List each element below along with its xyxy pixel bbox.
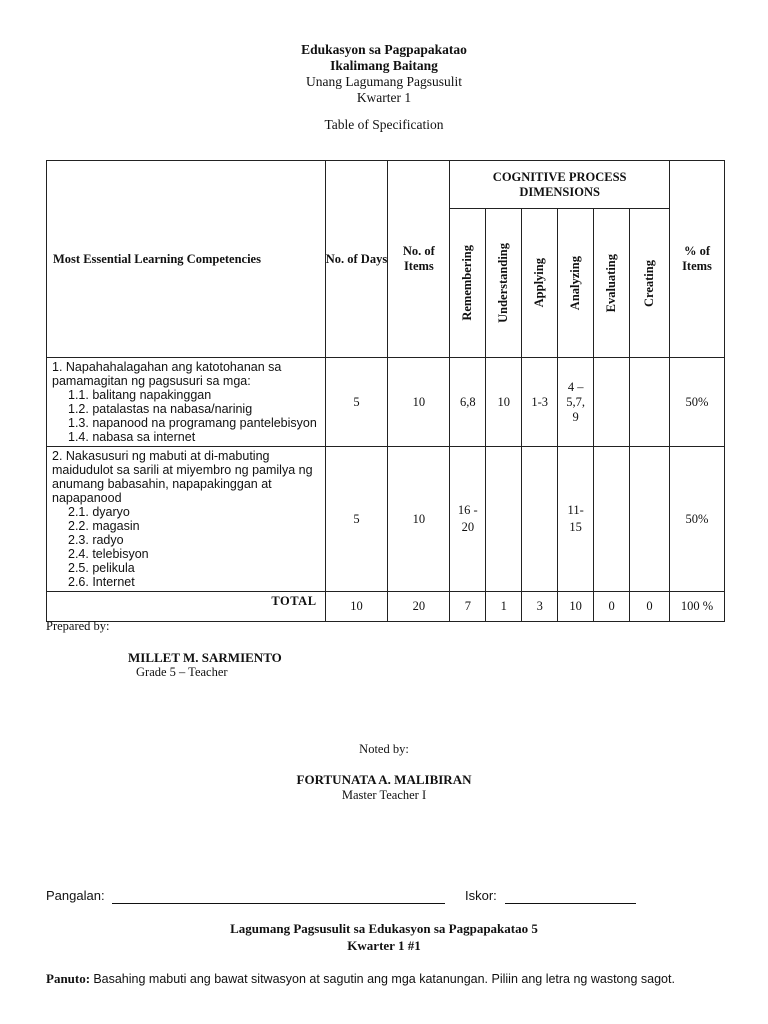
creating-cell <box>630 358 670 447</box>
score-line[interactable] <box>505 903 636 904</box>
analyzing-cell: 4 – 5,7, 9 <box>558 358 594 447</box>
sub-item: 2.6. Internet <box>68 575 135 589</box>
noted-role: Master Teacher I <box>341 788 427 802</box>
total-creating: 0 <box>630 592 670 622</box>
prepared-name: MILLET M. SARMIENTO <box>128 650 282 665</box>
total-understanding: 1 <box>486 592 522 622</box>
quiz-quarter: Kwarter 1 #1 <box>347 938 421 953</box>
dim-applying: Applying <box>532 258 547 308</box>
understanding-cell <box>486 447 522 592</box>
remembering-cell: 6,8 <box>450 358 486 447</box>
dim-remembering: Remembering <box>460 245 475 321</box>
applying-cell: 1-3 <box>522 358 558 447</box>
table-row <box>47 447 725 592</box>
evaluating-cell <box>594 358 630 447</box>
sub-item: 2.1. dyaryo <box>68 505 130 519</box>
days-cell: 5 <box>325 447 388 592</box>
sub-item: 2.5. pelikula <box>68 561 135 575</box>
total-items: 20 <box>388 592 450 622</box>
competency-text: 1. Napahahalagahan ang katotohanan sa pamamagitan ng pagsusuri sa mga: <box>52 360 282 388</box>
competency-cell <box>47 358 326 447</box>
total-remembering: 7 <box>450 592 486 622</box>
percent-header: % of Items <box>670 161 725 358</box>
noted-name: FORTUNATA A. MALIBIRAN <box>296 772 472 787</box>
competency-text: 2. Nakasusuri ng mabuti at di-mabuting maidudulot sa sarili at miyembro ng pamilya ng anumang babasahin, napapakinggan at napapanood <box>52 449 313 505</box>
quarter-title: Kwarter 1 <box>356 90 412 105</box>
sub-item: 1.3. napanood na programang pantelebisyon <box>68 416 317 430</box>
name-line[interactable] <box>112 903 445 904</box>
competency-cell <box>47 447 326 592</box>
table-title: Table of Specification <box>324 117 444 132</box>
creating-cell <box>630 447 670 592</box>
total-row <box>47 592 725 622</box>
understanding-cell: 10 <box>486 358 522 447</box>
table-row <box>47 358 725 447</box>
days-cell: 5 <box>325 358 388 447</box>
applying-cell <box>522 447 558 592</box>
items-cell: 10 <box>388 358 450 447</box>
cognitive-header: COGNITIVE PROCESS DIMENSIONS <box>450 161 670 209</box>
items-header: No. of Items <box>388 161 450 358</box>
specification-table <box>46 160 725 622</box>
dim-creating: Creating <box>642 259 657 307</box>
total-evaluating: 0 <box>594 592 630 622</box>
header-row-1 <box>47 161 725 209</box>
dim-understanding: Understanding <box>496 243 511 323</box>
directions-text: Basahing mabuti ang bawat sitwasyon at sagutin ang mga katanungan. Piliin ang letra ng wastong sagot. <box>93 972 675 986</box>
total-days: 10 <box>325 592 388 622</box>
subject-title: Edukasyon sa Pagpapakatao <box>301 42 467 57</box>
dim-analyzing: Analyzing <box>568 255 583 311</box>
evaluating-cell <box>594 447 630 592</box>
sub-item: 2.3. radyo <box>68 533 124 547</box>
test-title: Unang Lagumang Pagsusulit <box>306 74 462 89</box>
sub-item: 1.4. nabasa sa internet <box>68 430 196 444</box>
sub-item: 2.2. magasin <box>68 519 140 533</box>
remembering-cell: 16 - 20 <box>450 447 486 592</box>
total-label: TOTAL <box>47 592 326 622</box>
sub-item: 2.4. telebisyon <box>68 547 149 561</box>
noted-label: Noted by: <box>359 742 409 756</box>
sub-item: 1.1. balitang napakinggan <box>68 388 212 402</box>
dim-evaluating: Evaluating <box>604 253 619 313</box>
total-applying: 3 <box>522 592 558 622</box>
prepared-label: Prepared by: <box>46 619 110 633</box>
document-header <box>0 42 768 133</box>
analyzing-cell: 11- 15 <box>558 447 594 592</box>
directions-label: Panuto: <box>46 971 91 986</box>
percent-cell: 50% <box>670 447 725 592</box>
prepared-role: Grade 5 – Teacher <box>136 665 228 679</box>
grade-title: Ikalimang Baitang <box>330 58 438 73</box>
directions <box>46 971 675 987</box>
percent-cell: 50% <box>670 358 725 447</box>
score-label: Iskor: <box>465 888 497 903</box>
quiz-title: Lagumang Pagsusulit sa Edukasyon sa Pagpapakatao 5 <box>230 921 538 936</box>
total-analyzing: 10 <box>558 592 594 622</box>
competencies-header: Most Essential Learning Competencies <box>47 161 326 358</box>
days-header: No. of Days <box>325 161 388 358</box>
name-label: Pangalan: <box>46 888 105 903</box>
sub-item: 1.2. patalastas na nabasa/narinig <box>68 402 253 416</box>
total-percent: 100 % <box>670 592 725 622</box>
items-cell: 10 <box>388 447 450 592</box>
